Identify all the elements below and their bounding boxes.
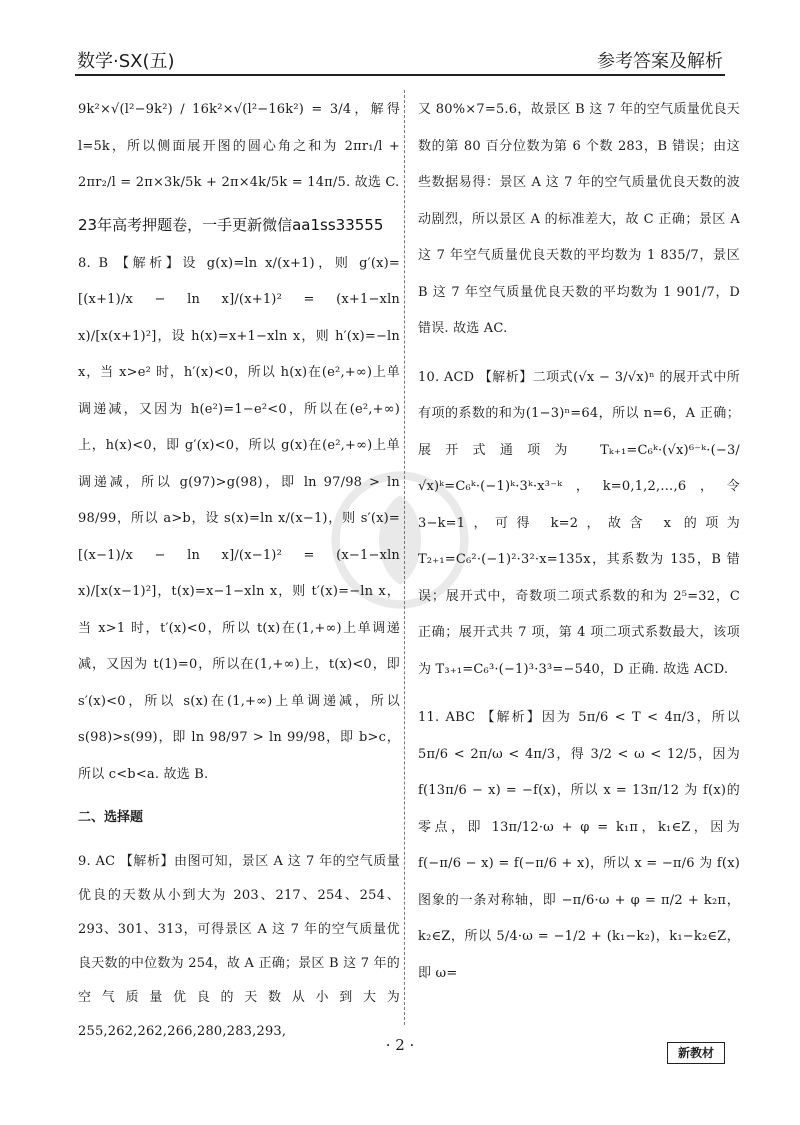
header-subject: 数学·SX(五) xyxy=(77,51,175,72)
solution-8: 8. B 【解析】设 g(x)=ln x/(x+1)，则 g′(x)=[(x+1)/x − ln x]/(x+1)² = (x+1−xln x)/[x(x+1)²]，设 h(x)=x+1−xln x，则 h′(x)=−ln x，当 x>e² 时，h′(x)<0，所以 h(x)在(e²,+∞)上单调递减，又因为 h(e²)=1−e²<0，所以在(e²,+∞)上，h(x)<0，即 g′(x)<0，所以 g(x)在(e²,+∞)上单调递减，所以 g(97)>g(98)，即 ln 97/98 > ln 98/99，所以 a>b，设 s(x)=ln x/(x−1)，则 s′(x)=[(x−1)/x − ln x]/(x−1)² = (x−1−xln x)/[x(x−1)²]，t(x)=x−1−xln x，则 t′(x)=−ln x，当 x>1 时，t′(x)<0，所以 t(x)在(1,+∞)上单调递减，又因为 t(1)=0，所以在(1,+∞)上，t(x)<0，即 s′(x)<0，所以 s(x)在(1,+∞)上单调递减，所以 s(98)>s(99)，即 ln 98/97 > ln 99/98，即 b>c，所以 c<b<a. 故选 B. xyxy=(78,255,400,782)
edition-badge: 新教材 xyxy=(667,1042,725,1064)
left-column xyxy=(78,92,400,1061)
solution-9-continued: 又 80%×7=5.6，故景区 B 这 7 年的空气质量优良天数的第 80 百分位数为第 6 个数 283，B 错误；由这些数据易得：景区 A 这 7 年的空气质量优良天数的波动剧烈，所以景区 A 的标准差大，故 C 正确；景区 A 这 7 年空气质量优良天数的平均数为 1 835/7，景区 B 这 7 年空气质量优良天数的平均数为 1 901/7，D 错误. 故选 AC. xyxy=(418,102,740,336)
solution-11: 11. ABC 【解析】因为 5π/6 < T < 4π/3，所以 5π/6 < 2π/ω < 4π/3，得 3/2 < ω < 12/5，因为 f(13π/6 − x) = −f(x)，所以 x = 13π/12 为 f(x)的零点，即 13π/12·ω + φ = k₁π，k₁∈Z，因为 f(−π/6 − x) = f(−π/6 + x)，所以 x = −π/6 为 f(x)图象的一条对称轴，即 −π/6·ω + φ = π/2 + k₂π，k₂∈Z，所以 5/4·ω = −1/2 + (k₁−k₂)，k₁−k₂∈Z，即 ω= xyxy=(418,710,740,981)
header-title: 参考答案及解析 xyxy=(597,51,723,72)
solution-10: 10. ACD 【解析】二项式(√x − 3/√x)ⁿ 的展开式中所有项的系数的和为(1−3)ⁿ=64，所以 n=6，A 正确；展开式通项为 Tₖ₊₁=C₆ᵏ·(√x)⁶⁻ᵏ·(−3/√x)ᵏ=C₆ᵏ·(−1)ᵏ·3ᵏ·x³⁻ᵏ，k=0,1,2,…,6，令 3−k=1，可得 k=2，故含 x 的项为 T₂₊₁=C₆²·(−1)²·3²·x=135x，其系数为 135，B 错误；展开式中，奇数项二项式系数的和为 2⁵=32，C 正确；展开式共 7 项，第 4 项二项式系数最大，该项为 T₃₊₁=C₆³·(−1)³·3³=−540，D 正确. 故选 ACD. xyxy=(418,369,740,677)
page-header xyxy=(75,44,725,76)
ad-text: 23年高考押题卷，一手更新微信aa1ss33555 xyxy=(78,215,384,234)
solution-7-continued: 9k²×√(l²−9k²) / 16k²×√(l²−16k²) = 3/4，解得 l=5k，所以侧面展开图的圆心角之和为 2πr₁/l + 2πr₂/l = 2π×3k/5k + 2π×4k/5k = 14π/5. 故选 C. xyxy=(78,102,400,190)
section-heading: 二、选择题 xyxy=(78,810,144,825)
solution-9: 9. AC 【解析】由图可知，景区 A 这 7 年的空气质量优良的天数从小到大为 203、217、254、254、293、301、313，可得景区 A 这 7 年的空气质量优良天数的中位数为 254，故 A 正确；景区 B 这 7 年的空气质量优良的天数从小到大为 255,262,262,266,280,283,293, xyxy=(78,854,400,1039)
page-number: · 2 · xyxy=(385,1036,415,1054)
right-column xyxy=(418,92,740,1004)
